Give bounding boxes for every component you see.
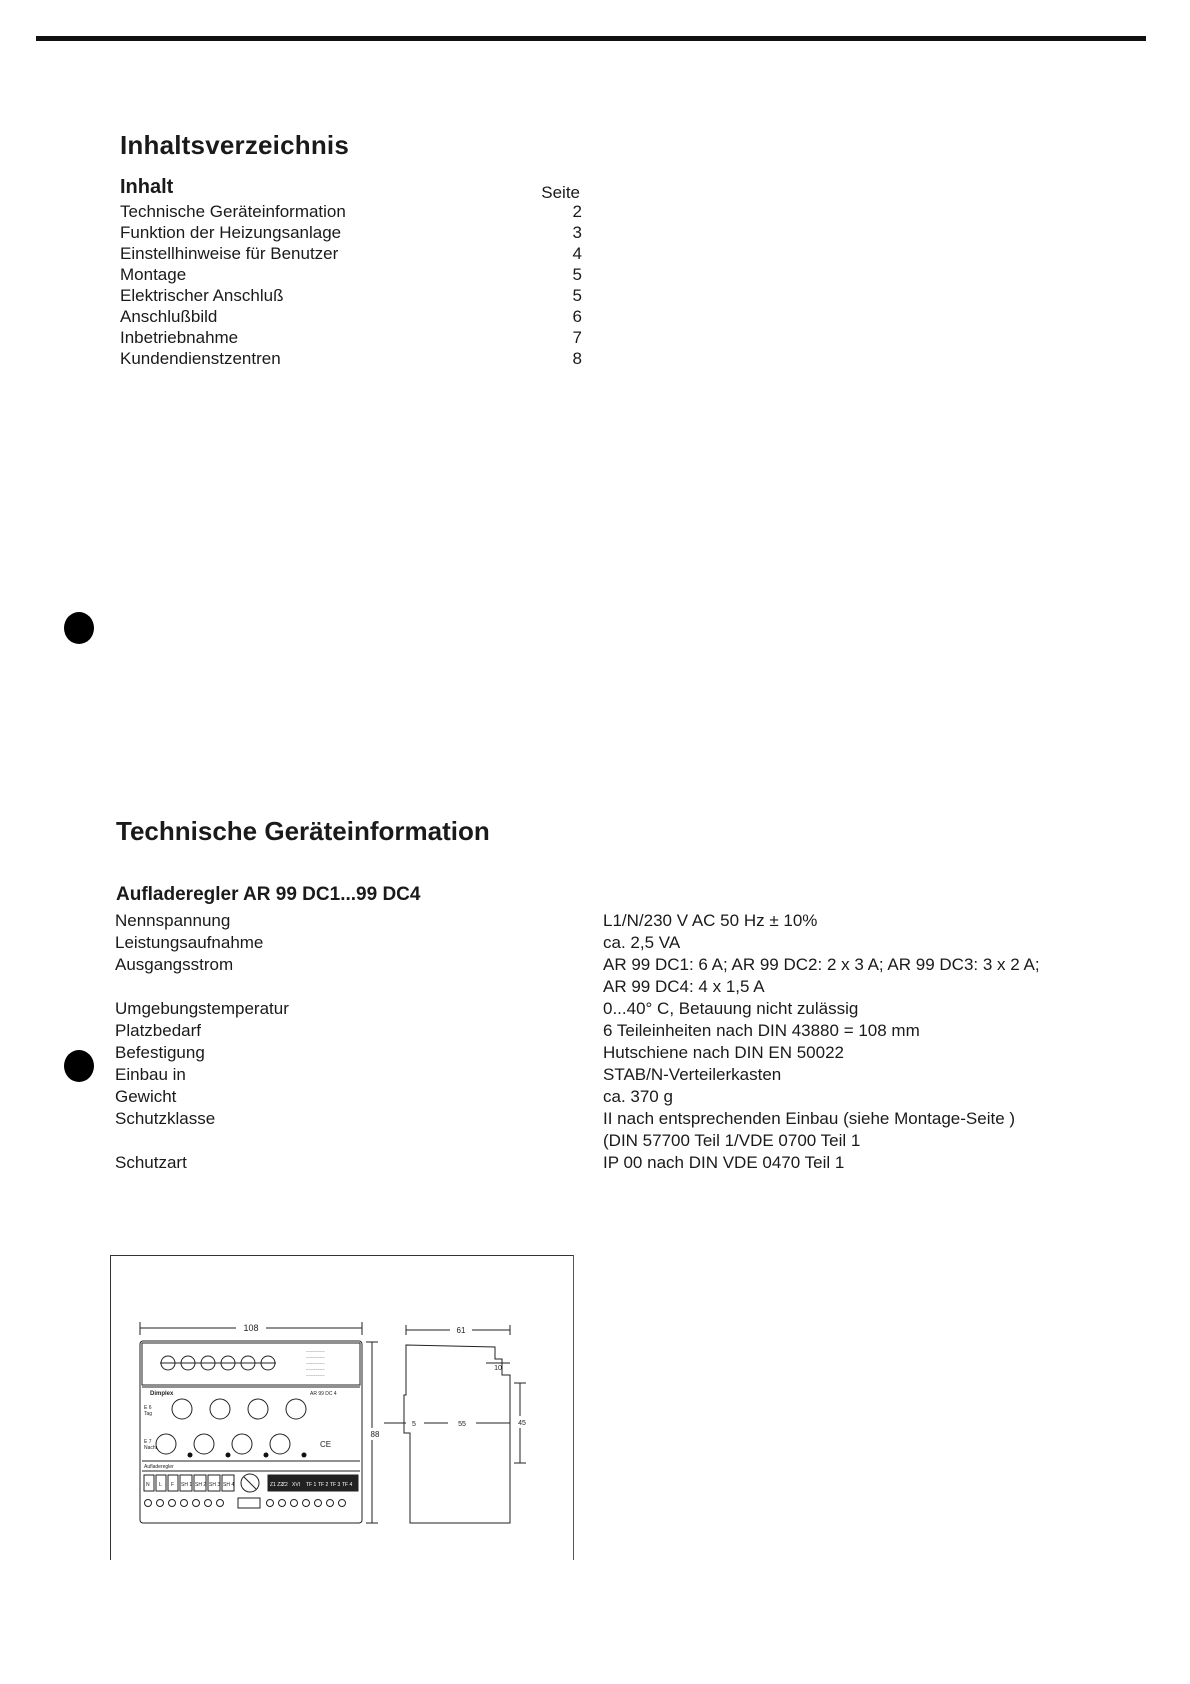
device-dimension-drawing xyxy=(110,1255,574,1560)
screw-terminals xyxy=(145,1498,346,1508)
svg-text:Z1 Z2: Z1 Z2 xyxy=(270,1482,284,1488)
toc-entry[interactable] xyxy=(120,264,582,285)
toc-entry[interactable] xyxy=(120,222,582,243)
toc-entry[interactable] xyxy=(120,285,582,306)
toc-list xyxy=(120,201,582,369)
toc-title: Inhaltsverzeichnis xyxy=(120,130,350,160)
dim-55-label: 55 xyxy=(458,1421,466,1428)
spec-row xyxy=(115,1108,1075,1130)
spec-row xyxy=(115,1152,1075,1174)
spec-row xyxy=(115,1042,1075,1064)
spec-value: Hutschiene nach DIN EN 50022 xyxy=(603,1043,844,1062)
svg-text:~~~~~~~~: ~~~~~~~~ xyxy=(306,1361,325,1366)
dimension-height xyxy=(365,1342,381,1523)
dimension-width xyxy=(140,1321,362,1335)
svg-text:Z2: Z2 xyxy=(282,1482,288,1488)
punch-hole xyxy=(64,612,94,644)
spec-label: Nennspannung xyxy=(115,911,231,930)
spec-value: L1/N/230 V AC 50 Hz ± 10% xyxy=(603,911,818,930)
tech-subtitle: Aufladeregler AR 99 DC1...99 DC4 xyxy=(116,884,421,905)
toc-entry-page: 5 xyxy=(572,265,582,284)
spec-row xyxy=(115,932,1075,954)
top-small-text xyxy=(306,1349,325,1378)
spec-value: AR 99 DC1: 6 A; AR 99 DC2: 2 x 3 A; AR 99 DC3: 3 x 2 A; xyxy=(603,955,1040,974)
spec-row xyxy=(115,1020,1075,1042)
svg-text:SH 4: SH 4 xyxy=(223,1482,235,1488)
spec-label: Schutzklasse xyxy=(115,1109,216,1128)
toc-entry-label: Anschlußbild xyxy=(120,307,218,326)
toc-entry-label: Montage xyxy=(120,265,187,284)
label-e7: E 7 xyxy=(144,1439,152,1445)
night-dials xyxy=(156,1434,290,1454)
spec-label: Gewicht xyxy=(115,1087,177,1106)
spec-label: Umgebungstemperatur xyxy=(115,999,289,1018)
spec-row xyxy=(115,954,1075,976)
punch-hole xyxy=(64,1050,94,1082)
dim-height-label: 88 xyxy=(370,1430,380,1439)
side-view xyxy=(384,1324,531,1523)
svg-text:~~~~~~~~: ~~~~~~~~ xyxy=(306,1355,325,1360)
dim-rail-label: 45 xyxy=(518,1420,526,1427)
svg-text:SH 1: SH 1 xyxy=(181,1482,193,1488)
toc-entry-page: 6 xyxy=(572,307,582,326)
spec-label xyxy=(115,976,603,998)
toc-entry-page: 4 xyxy=(572,244,582,263)
toc-entry-label: Funktion der Heizungsanlage xyxy=(120,223,342,242)
spec-label: Schutzart xyxy=(115,1153,187,1172)
toc-entry-page: 2 xyxy=(572,202,582,221)
svg-text:SH 3: SH 3 xyxy=(209,1482,221,1488)
toc-entry-page: 5 xyxy=(572,286,582,305)
spec-label: Platzbedarf xyxy=(115,1021,201,1040)
device-name-label: Aufladeregler xyxy=(144,1464,174,1470)
toc-entry-page: 7 xyxy=(572,328,582,347)
svg-text:XVI: XVI xyxy=(292,1482,301,1488)
toc-entry[interactable] xyxy=(120,327,582,348)
spec-table xyxy=(115,910,1075,1174)
svg-text:TF 4: TF 4 xyxy=(342,1482,353,1488)
toc-entry-label: Kundendienstzentren xyxy=(120,349,281,368)
dim-depth-label: 61 xyxy=(456,1326,466,1335)
svg-text:SH 2: SH 2 xyxy=(195,1482,207,1488)
dim-5-label: 5 xyxy=(412,1421,416,1428)
spec-label: Befestigung xyxy=(115,1043,205,1062)
spec-label: Einbau in xyxy=(115,1065,186,1084)
day-dials xyxy=(172,1399,306,1419)
svg-text:L: L xyxy=(159,1482,162,1488)
toc-entry-page: 8 xyxy=(572,349,582,368)
spec-value: ca. 370 g xyxy=(603,1087,673,1106)
toc-entry[interactable] xyxy=(120,243,582,264)
label-nacht: Nacht xyxy=(144,1445,158,1451)
terminal-labels-left xyxy=(146,1482,234,1488)
model-label: AR 99 DC 4 xyxy=(310,1391,337,1397)
brand-label: Dimplex xyxy=(150,1391,174,1397)
terminal-labels-right xyxy=(270,1482,352,1488)
svg-text:~~~~~~~~: ~~~~~~~~ xyxy=(306,1349,325,1354)
indicator-leds xyxy=(188,1453,307,1458)
toc-page-header: Seite xyxy=(541,183,580,202)
spec-value: (DIN 57700 Teil 1/VDE 0700 Teil 1 xyxy=(603,1131,861,1150)
spec-value: ca. 2,5 VA xyxy=(603,933,681,952)
spec-label xyxy=(115,1130,603,1152)
label-tag: Tag xyxy=(144,1411,153,1417)
toc-heading: Inhalt xyxy=(120,176,174,198)
svg-text:TF 1: TF 1 xyxy=(306,1482,317,1488)
svg-text:TF 3: TF 3 xyxy=(330,1482,341,1488)
toc-entry-label: Technische Geräteinformation xyxy=(120,202,346,221)
tech-section-title: Technische Geräteinformation xyxy=(116,816,490,846)
spec-row xyxy=(115,1064,1075,1086)
toc-entry-label: Einstellhinweise für Benutzer xyxy=(120,244,339,263)
spec-row xyxy=(115,998,1075,1020)
spec-row xyxy=(115,1130,1075,1152)
svg-text:N: N xyxy=(146,1482,150,1488)
dim-top-label: 10 xyxy=(494,1365,502,1372)
spec-value: 6 Teileinheiten nach DIN 43880 = 108 mm xyxy=(603,1021,920,1040)
dim-width-label: 108 xyxy=(243,1323,259,1333)
toc-entry-label: Inbetriebnahme xyxy=(120,328,239,347)
spec-row xyxy=(115,1086,1075,1108)
label-e6: E 6 xyxy=(144,1405,152,1411)
top-rule xyxy=(36,36,1146,41)
spec-value: II nach entsprechenden Einbau (siehe Montage-Seite ) xyxy=(603,1109,1016,1128)
spec-value: AR 99 DC4: 4 x 1,5 A xyxy=(603,977,765,996)
svg-text:~~~~~~~~: ~~~~~~~~ xyxy=(306,1373,325,1378)
toc-entry-page: 3 xyxy=(572,223,582,242)
spec-value: 0...40° C, Betauung nicht zulässig xyxy=(603,999,859,1018)
spec-value: STAB/N-Verteilerkasten xyxy=(603,1065,782,1084)
spec-label: Leistungsaufnahme xyxy=(115,933,264,952)
toc-entry[interactable] xyxy=(120,201,582,222)
device-drawing-svg xyxy=(110,1255,574,1560)
spec-row xyxy=(115,910,1075,932)
ce-mark: CE xyxy=(320,1440,332,1449)
spec-label: Ausgangsstrom xyxy=(115,955,234,974)
spec-value: IP 00 nach DIN VDE 0470 Teil 1 xyxy=(603,1153,845,1172)
toc-entry[interactable] xyxy=(120,306,582,327)
spec-row xyxy=(115,976,1075,998)
svg-text:TF 2: TF 2 xyxy=(318,1482,329,1488)
svg-text:~~~~~~~~: ~~~~~~~~ xyxy=(306,1367,325,1372)
small-dials xyxy=(160,1356,276,1370)
svg-text:F: F xyxy=(171,1482,175,1488)
toc-entry[interactable] xyxy=(120,348,582,369)
toc-entry-label: Elektrischer Anschluß xyxy=(120,286,284,305)
